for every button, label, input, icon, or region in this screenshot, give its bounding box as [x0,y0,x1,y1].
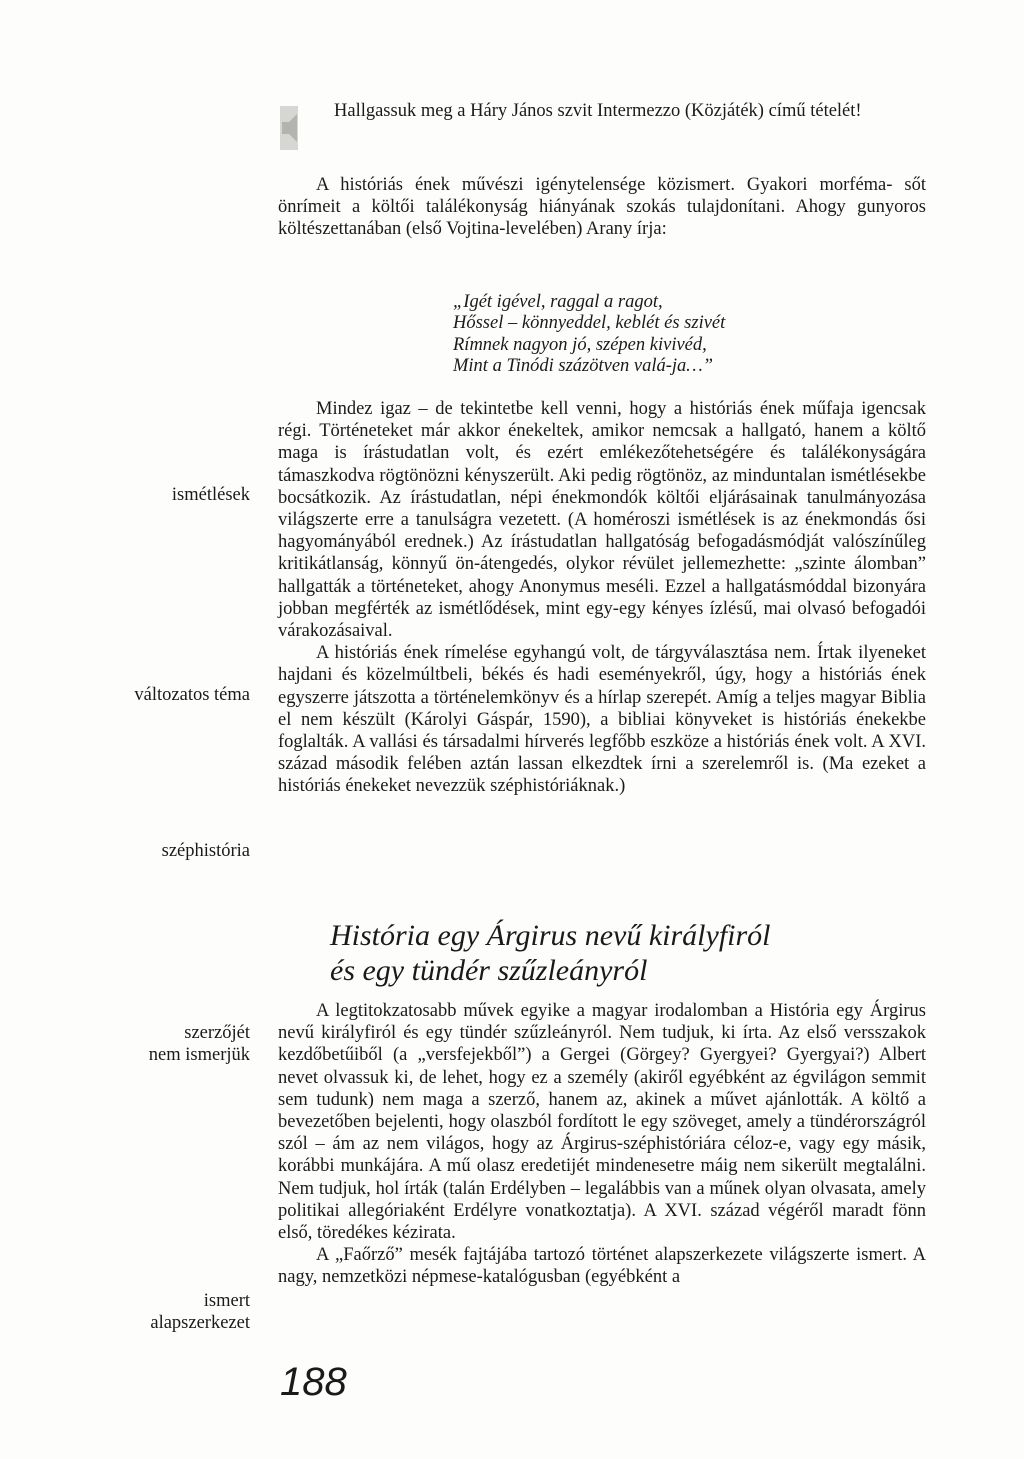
story-paragraph: A „Faőrző” mesék fajtájába tartozó történet alapszerkezete világszerte ismert. A nagy, nemzetközi népmese-katalógusban (egyébként a [278,1245,926,1288]
margin-note-text: ismert [203,1291,250,1311]
margin-note-valtozatos-tema [110,684,250,706]
body-paragraph: Mindez igaz – de tekintetbe kell venni, hogy a históriás ének műfaja igencsak régi. Történeteket már akkor énekeltek, amikor nemcsak a hallgató, hanem a költő maga is írástudatlan volt, és ezért emlékezőtehetségére és találékonyságára támaszkodva rögtönözni kényszerült. Aki pedig rögtönöz, az minduntalan ismétlésekbe bocsátkozik. Az írástudatlan, népi énekmondók költői eljárásainak tanulmányozása világszerte erre a tanulságra vezetett. (A homéroszi ismétlések is az énekmondás ősi hagyományából erednek.) Az írástudatlan hallgatóság befogadásmódját valószínűleg kritikátlanság, könnyű ön-átengedés, olykor révület jellemezhette: „szinte álomban” hallgatták a történeteket, ahogy Anonymus meséli. Ezzel a hallgatásmóddal bizonyára jobban megférték az ismétlődések, mint egy-egy kényes ízlésű, mai olvasó befogadói várakozásaival. [278,399,926,642]
margin-note-ismetlesek [110,484,250,506]
body-paragraph: A históriás ének rímelése egyhangú volt, de tárgyválasztása nem. Írtak ilyeneket hajdani és közelmúltbeli, békés és hadi eseményekről, úgy, hogy a históriás ének egyszerre játszotta a történelemkönyv és a hírlap szerepét. Amíg a teljes magyar Biblia el nem készült (Károlyi Gáspár, 1590), a bibliai könyveket is históriás énekekbe foglalták. A vallási és társadalmi hírverés legfőbb eszköze a históriás ének volt. A XVI. század második felében aztán lassan elkezdtek írni a szerelemről is. (Ma ezeket a históriás énekeket nevezzük széphistóriáknak.) [278,643,926,797]
speaker-icon [278,106,318,150]
poem-line: „Igét igével, raggal a ragot, [453,292,663,312]
audio-note [278,100,938,123]
margin-note-szephistoria [110,840,250,862]
margin-note-text: alapszerkezet [150,1313,250,1333]
margin-note-text: szerzőjét [184,1023,250,1043]
margin-note-text: változatos téma [134,685,250,705]
margin-note-text: ismétlések [171,485,250,505]
section-title-line: és egy tündér szűzleányról [330,954,648,987]
story-paragraph: A legtitokzatosabb művek egyike a magyar irodalomban a História egy Árgirus nevű királyfiról és egy tündér szűzleányról. Nem tudjuk, ki írta. Az első versszakok kezdőbetűiből (a „versfejekből”) a Gergei (Görgey? Gyergyei? Gyergyai?) Albert nevet olvassuk ki, de lehet, hogy ez a személy (akiről egyébként az égvilágon semmit sem tudunk) nem maga a szerző, hanem az, akinek a művet ajánlották. A költő a bevezetőben bejelenti, hogy olaszból fordított le egy szöveget, amely a tündérországról szól – ám az nem világos, hogy az Árgirus-széphistóriára céloz-e, vagy egy másik, korábbi munkájára. A mű olasz eredetijét mindenesetre máig nem sikerült megtalálni. Nem tudjuk, hol írták (talán Erdélyben – legalábbis van a műnek olyan olvasata, amely politikai allegóriaként Erdélyre vonatkoztatja). A XVI. század végéről maradt fönn első, töredékes kézirata. [278,1001,926,1244]
margin-note-text: nem ismerjük [148,1045,250,1065]
page-number: 188 [280,1360,347,1404]
audio-note-text: Hallgassuk meg a Háry János szvit Intermezzo (Közjáték) című tételét! [334,101,862,121]
intro-section [278,174,926,241]
poem-quote [453,292,873,378]
section-title-line: História egy Árgirus nevű királyfiról [330,919,771,952]
poem-line: Hőssel – könnyeddel, keblét és szivét [453,313,726,334]
story-body [278,1000,926,1289]
poem-line: Rímnek nagyon jó, szépen kivivéd, [453,334,707,355]
section-title [330,918,930,988]
poem-line: Mint a Tinódi százötven valá-ja…” [453,356,714,377]
margin-note-text: széphistória [161,841,250,861]
intro-paragraph: A históriás ének művészi igénytelensége közismert. Gyakori morféma- sőt önrímeit a költői találékonyság hiányának szokás tulajdonítani. Ahogy gunyoros költészettanában (első Vojtina-levelében) Arany írja: [278,175,926,240]
main-body [278,398,926,798]
margin-note-szerzojet [110,1022,250,1066]
margin-note-alapszerkezet [110,1290,250,1334]
